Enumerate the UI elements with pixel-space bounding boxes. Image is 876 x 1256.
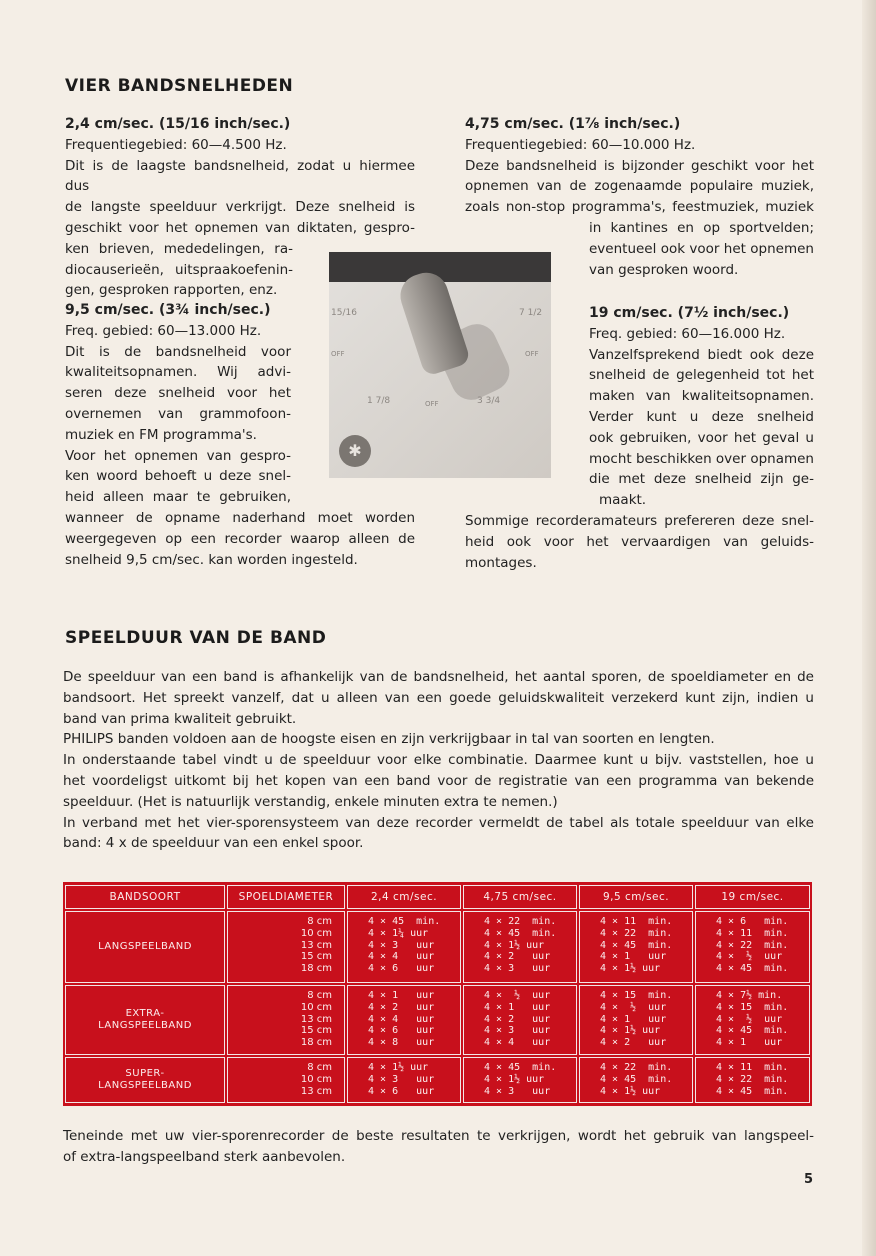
section-title-speeds: VIER BANDSNELHEDEN	[65, 76, 294, 96]
text-line: Frequentiegebied: 60—10.000 Hz.	[465, 136, 696, 153]
text-line: diocauserieën, uitspraakoefenin-	[65, 261, 293, 278]
playtime-cell: 4 × 15 min. 4 × ½ uur 4 × 1 uur 4 × 1½ uur 4 × 2 uur	[579, 985, 693, 1055]
text-line: De speelduur van een band is afhankelijk van de bandsnelheid, het aantal sporen, de spoeldiameter en de	[63, 669, 814, 685]
text-line: maken van kwaliteitsopnamen.	[589, 388, 814, 405]
text-line: Dit is de bandsnelheid voor	[65, 343, 291, 360]
text-line: Vanzelfsprekend biedt ook deze	[589, 346, 814, 363]
text-line: eventueel ook voor het opnemen	[589, 240, 814, 257]
band-type-label: LANGSPEELBAND	[98, 941, 192, 953]
page-edge	[862, 0, 876, 1256]
text-line: ken woord behoeft u deze snel-	[65, 468, 291, 485]
header-spoeldiameter: SPOELDIAMETER	[227, 885, 345, 909]
text-line: Freq. gebied: 60—16.000 Hz.	[589, 325, 786, 342]
text-line: die met deze snelheid zijn ge-	[589, 471, 814, 488]
page-number: 5	[804, 1172, 814, 1187]
text-line: mocht beschikken over opnamen	[589, 450, 814, 467]
playtime-cell: 4 × 6 min. 4 × 11 min. 4 × 22 min. 4 × ½ uur 4 × 45 min.	[695, 911, 810, 983]
text-line: montages.	[465, 554, 537, 571]
photo-label: OFF	[425, 400, 439, 408]
text-line: heid ook voor het vervaardigen van geluids-	[465, 533, 814, 550]
recommendation-paragraph	[63, 1126, 814, 1168]
photo-label: OFF	[525, 350, 539, 358]
speed-24-heading: 2,4 cm/sec. (15/16 inch/sec.)	[65, 116, 291, 132]
header-speed-19: 19 cm/sec.	[695, 885, 810, 909]
playtime-paragraph	[63, 667, 814, 854]
photo-label: 15/16	[331, 308, 357, 318]
diameter-cell: 8 cm 10 cm 13 cm 15 cm 18 cm	[227, 985, 345, 1055]
band-type-label: SUPER- LANGSPEELBAND	[98, 1068, 192, 1091]
text-line: in kantines en op sportvelden;	[589, 219, 814, 236]
text-line: heid alleen maar te gebruiken,	[65, 489, 291, 506]
philips-shield-icon: ✱	[339, 435, 371, 467]
text-line: ken brieven, mededelingen, ra-	[65, 240, 293, 257]
band-type-cell	[65, 911, 225, 983]
playtime-cell: 4 × 45 min. 4 × 1½ uur 4 × 3 uur	[463, 1057, 577, 1103]
diameter-cell: 8 cm 10 cm 13 cm 15 cm 18 cm	[227, 911, 345, 983]
text-line: Deze bandsnelheid is bijzonder geschikt voor het	[465, 157, 814, 174]
band-type-cell	[65, 1057, 225, 1103]
playtime-cell: 4 × 11 min. 4 × 22 min. 4 × 45 min.	[695, 1057, 810, 1103]
band-type-label: EXTRA- LANGSPEELBAND	[98, 1008, 192, 1031]
diameter-cell: 8 cm 10 cm 13 cm	[227, 1057, 345, 1103]
text-line: PHILIPS banden voldoen aan de hoogste eisen en zijn verkrijgbaar in tal van soorten en lengten.	[63, 731, 715, 748]
header-speed-95: 9,5 cm/sec.	[579, 885, 693, 909]
text-line: seren deze snelheid voor het	[65, 385, 291, 402]
playtime-cell: 4 × 7½ min. 4 × 15 min. 4 × ½ uur 4 × 45 min. 4 × 1 uur	[695, 985, 810, 1055]
text-line: speelduur. (Het is natuurlijk verstandig, enkele minuten extra te nemen.)	[63, 793, 558, 810]
text-line: geschikt voor het opnemen van diktaten, gespro-	[65, 219, 415, 236]
text-line: Freq. gebied: 60—13.000 Hz.	[65, 322, 262, 339]
text-line: band: 4 x de speelduur van een enkel spoor.	[63, 835, 364, 852]
playtime-cell: 4 × 1 uur 4 × 2 uur 4 × 4 uur 4 × 6 uur 4 × 8 uur	[347, 985, 461, 1055]
text-line: snelheid de gelegenheid tot het	[589, 367, 814, 384]
photo-label: OFF	[331, 350, 345, 358]
playtime-cell: 4 × ½ uur 4 × 1 uur 4 × 2 uur 4 × 3 uur 4 × 4 uur	[463, 985, 577, 1055]
text-line: snelheid 9,5 cm/sec. kan worden ingesteld.	[65, 551, 358, 568]
text-line: Sommige recorderamateurs prefereren deze snel-	[465, 512, 814, 529]
header-speed-24: 2,4 cm/sec.	[347, 885, 461, 909]
text-line: de langste speelduur verkrijgt. Deze snelheid is	[65, 199, 415, 216]
photo-label: 1 7/8	[367, 396, 391, 406]
speed-95-heading: 9,5 cm/sec. (3¾ inch/sec.)	[65, 302, 271, 318]
text-line: zoals non-stop programma's, feestmuziek, muziek	[465, 199, 814, 216]
speed-475-block	[465, 114, 814, 280]
text-line: van gesproken woord.	[589, 261, 739, 278]
text-line: gen, gesproken rapporten, enz.	[65, 282, 278, 299]
playtime-cell: 4 × 22 min. 4 × 45 min. 4 × 1½ uur 4 × 2 uur 4 × 3 uur	[463, 911, 577, 983]
speed-19-heading: 19 cm/sec. (7½ inch/sec.)	[589, 305, 790, 321]
text-line: maakt.	[599, 492, 647, 509]
text-line: Teneinde met uw vier-sporenrecorder de beste resultaten te verkrijgen, wordt het gebruik van langspeel-	[63, 1128, 814, 1144]
speed-19-block	[465, 303, 814, 573]
text-line: kwaliteitsopnamen. Wij advi-	[65, 364, 291, 381]
text-line: band van prima kwaliteit gebruikt.	[63, 710, 297, 727]
text-line: wanneer de opname naderhand moet worden	[65, 509, 415, 526]
playtime-table	[63, 882, 812, 1106]
header-bandsoort: BANDSOORT	[65, 885, 225, 909]
header-speed-475: 4,75 cm/sec.	[463, 885, 577, 909]
text-line: In onderstaande tabel vindt u de speelduur voor elke combinatie. Daarmee kunt u bijv. vaststellen, hoe u	[63, 752, 814, 769]
text-line: of extra-langspeelband sterk aanbevolen.	[63, 1148, 346, 1165]
band-type-cell	[65, 985, 225, 1055]
photo-label: 3 3/4	[477, 396, 501, 406]
playtime-cell: 4 × 1½ uur 4 × 3 uur 4 × 6 uur	[347, 1057, 461, 1103]
text-line: overnemen van grammofoon-	[65, 405, 291, 422]
section-title-playtime: SPEELDUUR VAN DE BAND	[65, 628, 327, 648]
text-line: Frequentiegebied: 60—4.500 Hz.	[65, 136, 287, 153]
text-line: weergegeven op een recorder waarop alleen de	[65, 530, 415, 547]
playtime-cell: 4 × 11 min. 4 × 22 min. 4 × 45 min. 4 × 1 uur 4 × 1½ uur	[579, 911, 693, 983]
text-line: Verder kunt u deze snelheid	[589, 408, 814, 425]
text-line: opnemen van de zogenaamde populaire muziek,	[465, 178, 814, 195]
text-line: In verband met het vier-sporensysteem van deze recorder vermeldt de tabel als totale speelduur van elke	[63, 814, 814, 831]
text-line: bandsoort. Het spreekt vanzelf, dat u alleen van een goede geluidskwaliteit verzekerd kunt zijn, indien u	[63, 689, 814, 706]
playtime-cell: 4 × 45 min. 4 × 1¼ uur 4 × 3 uur 4 × 4 uur 4 × 6 uur	[347, 911, 461, 983]
photo-label: 7 1/2	[519, 308, 543, 318]
playtime-cell: 4 × 22 min. 4 × 45 min. 4 × 1½ uur	[579, 1057, 693, 1103]
text-line: Voor het opnemen van gespro-	[65, 447, 291, 464]
text-line: muziek en FM programma's.	[65, 426, 257, 443]
text-line: Dit is de laagste bandsnelheid, zodat u hiermee dus	[65, 157, 415, 195]
speed-475-heading: 4,75 cm/sec. (1⅞ inch/sec.)	[465, 116, 681, 132]
text-line: het voordeligst uitkomt bij het kopen van een band voor de registratie van een programma van bekende	[63, 772, 814, 789]
text-line: ook gebruiken, voor het geval u	[589, 429, 814, 446]
